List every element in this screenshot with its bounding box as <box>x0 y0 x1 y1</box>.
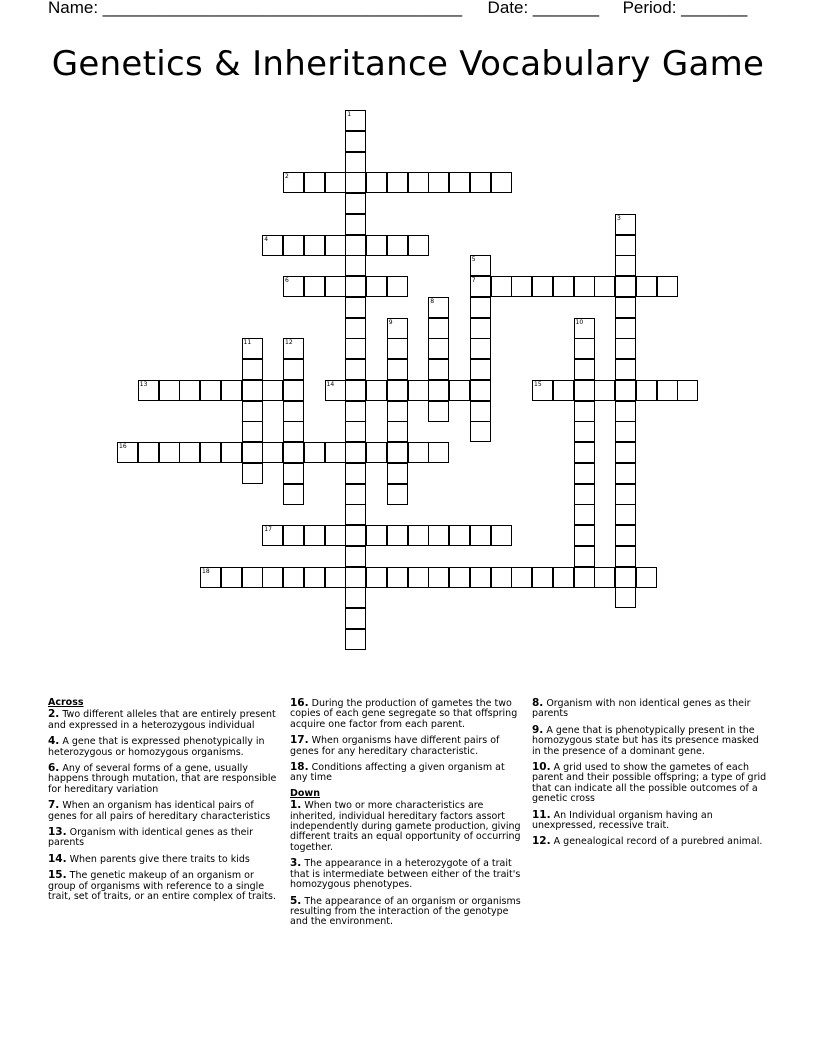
grid-cell[interactable] <box>242 421 263 442</box>
cell-number: 17 <box>264 526 272 533</box>
down-clue <box>532 725 768 757</box>
grid-cell[interactable] <box>449 525 470 546</box>
grid-cell[interactable] <box>345 421 366 442</box>
grid-cell[interactable] <box>594 567 615 588</box>
clue-number: 13. <box>48 826 67 839</box>
grid-cell[interactable] <box>574 359 595 380</box>
grid-cell[interactable] <box>387 442 408 463</box>
grid-cell[interactable] <box>304 525 325 546</box>
clue-number: 15. <box>48 869 67 882</box>
grid-cell[interactable] <box>657 276 678 297</box>
clue-text: Organism with non identical genes as their parents <box>532 698 751 720</box>
grid-cell[interactable] <box>366 235 387 256</box>
grid-cell[interactable] <box>428 401 449 422</box>
grid-cell[interactable] <box>159 380 180 401</box>
grid-cell[interactable] <box>470 421 491 442</box>
clue-number: 14. <box>48 852 67 865</box>
grid-cell[interactable] <box>470 380 491 401</box>
grid-cell[interactable] <box>200 442 221 463</box>
grid-cell[interactable] <box>615 463 636 484</box>
across-clue <box>48 736 280 758</box>
grid-cell[interactable] <box>615 587 636 608</box>
grid-cell[interactable] <box>325 567 346 588</box>
grid-cell[interactable] <box>574 442 595 463</box>
grid-cell[interactable] <box>408 380 429 401</box>
grid-cell[interactable] <box>615 504 636 525</box>
grid-cell[interactable] <box>449 380 470 401</box>
grid-cell[interactable] <box>574 318 595 339</box>
grid-cell[interactable] <box>615 567 636 588</box>
cell-number: 9 <box>388 318 393 326</box>
grid-cell[interactable] <box>325 525 346 546</box>
grid-cell[interactable] <box>345 152 366 173</box>
grid-cell[interactable] <box>615 255 636 276</box>
grid-cell[interactable] <box>345 484 366 505</box>
grid-cell[interactable] <box>387 567 408 588</box>
across-clue <box>290 735 522 757</box>
down-clue <box>290 858 522 890</box>
cell-number: 6 <box>285 277 289 284</box>
clue-text: When organisms have different pairs of genes for any hereditary characteristic. <box>290 735 500 757</box>
grid-cell[interactable] <box>428 318 449 339</box>
grid-cell[interactable] <box>345 110 366 131</box>
grid-cell[interactable] <box>345 235 366 256</box>
grid-cell[interactable] <box>283 484 304 505</box>
grid-cell[interactable] <box>345 380 366 401</box>
grid-cell[interactable] <box>325 442 346 463</box>
grid-cell[interactable] <box>117 442 138 463</box>
grid-cell[interactable] <box>366 172 387 193</box>
grid-cell[interactable] <box>594 276 615 297</box>
across-clue <box>48 800 280 822</box>
grid-cell[interactable] <box>366 442 387 463</box>
grid-cell[interactable] <box>470 276 491 297</box>
grid-cell[interactable] <box>242 442 263 463</box>
grid-cell[interactable] <box>138 380 159 401</box>
grid-cell[interactable] <box>449 172 470 193</box>
clue-column-2 <box>290 698 522 933</box>
cell-number: 12 <box>285 339 293 347</box>
clue-text: Any of several forms of a gene, usually happens through mutation, that are responsible for hereditary variation <box>48 763 277 795</box>
cell-number: 13 <box>139 380 148 388</box>
grid-cell[interactable] <box>138 442 159 463</box>
grid-cell[interactable] <box>615 484 636 505</box>
across-clue <box>48 827 280 849</box>
grid-cell[interactable] <box>345 401 366 422</box>
grid-cell[interactable] <box>304 276 325 297</box>
grid-cell[interactable] <box>615 401 636 422</box>
clue-number: 6. <box>48 762 60 775</box>
grid-cell[interactable] <box>574 525 595 546</box>
grid-cell[interactable] <box>242 401 263 422</box>
grid-cell[interactable] <box>574 380 595 401</box>
grid-cell[interactable] <box>345 629 366 650</box>
clue-number: 8. <box>532 697 544 709</box>
grid-cell[interactable] <box>283 442 304 463</box>
grid-cell[interactable] <box>179 442 200 463</box>
cell-number: 4 <box>264 235 269 243</box>
cell-number: 14 <box>326 380 335 388</box>
cell-number: 1 <box>347 111 352 118</box>
cell-number: 18 <box>202 567 210 575</box>
grid-cell[interactable] <box>574 546 595 567</box>
down-clue <box>290 800 522 853</box>
grid-cell[interactable] <box>179 380 200 401</box>
grid-cell[interactable] <box>428 442 449 463</box>
grid-cell[interactable] <box>221 442 242 463</box>
grid-cell[interactable] <box>242 338 263 359</box>
grid-cell[interactable] <box>283 235 304 256</box>
grid-cell[interactable] <box>470 525 491 546</box>
grid-cell[interactable] <box>615 359 636 380</box>
clue-text: The appearance in a heterozygote of a trait that is intermediate between either of the trait's homozygous phenotypes. <box>290 858 521 891</box>
grid-cell[interactable] <box>408 442 429 463</box>
grid-cell[interactable] <box>615 421 636 442</box>
clue-text: When parents give there traits to kids <box>69 853 250 865</box>
across-clue <box>290 698 522 730</box>
grid-cell[interactable] <box>615 318 636 339</box>
grid-cell[interactable] <box>428 525 449 546</box>
grid-cell[interactable] <box>387 401 408 422</box>
grid-cell[interactable] <box>283 172 304 193</box>
grid-cell[interactable] <box>200 567 221 588</box>
grid-cell[interactable] <box>491 525 512 546</box>
grid-cell[interactable] <box>304 567 325 588</box>
grid-cell[interactable] <box>574 401 595 422</box>
grid-cell[interactable] <box>387 235 408 256</box>
grid-cell[interactable] <box>345 567 366 588</box>
grid-cell[interactable] <box>283 463 304 484</box>
grid-cell[interactable] <box>594 380 615 401</box>
grid-cell[interactable] <box>345 131 366 152</box>
grid-cell[interactable] <box>574 484 595 505</box>
clue-text: A genealogical record of a purebred animal. <box>553 836 763 848</box>
grid-cell[interactable] <box>345 442 366 463</box>
clue-text: Organism with identical genes as their parents <box>48 827 254 849</box>
grid-cell[interactable] <box>242 463 263 484</box>
clue-number: 1. <box>290 799 302 812</box>
grid-cell[interactable] <box>262 567 283 588</box>
down-heading: Down <box>290 787 320 799</box>
grid-cell[interactable] <box>262 380 283 401</box>
grid-cell[interactable] <box>366 567 387 588</box>
grid-cell[interactable] <box>470 359 491 380</box>
grid-cell[interactable] <box>345 525 366 546</box>
grid-cell[interactable] <box>449 567 470 588</box>
clue-column-1 <box>48 698 280 908</box>
cell-number: 2 <box>285 173 289 181</box>
grid-cell[interactable] <box>283 338 304 359</box>
grid-cell[interactable] <box>262 442 283 463</box>
grid-cell[interactable] <box>657 380 678 401</box>
grid-cell[interactable] <box>345 193 366 214</box>
grid-cell[interactable] <box>615 276 636 297</box>
grid-cell[interactable] <box>304 235 325 256</box>
clue-text: The genetic makeup of an organism or group of organisms with reference to a single trait, set of traits, or an entire complex of traits. <box>48 870 277 903</box>
grid-cell[interactable] <box>408 567 429 588</box>
grid-cell[interactable] <box>428 172 449 193</box>
clue-text: When two or more characteristics are inherited, individual hereditary factors assort independently during gamete production, giving different traits an equal opportunity of occurring together. <box>290 800 521 853</box>
grid-cell[interactable] <box>283 401 304 422</box>
clue-number: 7. <box>48 799 60 812</box>
grid-cell[interactable] <box>345 587 366 608</box>
cell-number: 7 <box>471 277 476 284</box>
grid-cell[interactable] <box>636 380 657 401</box>
grid-cell[interactable] <box>283 380 304 401</box>
grid-cell[interactable] <box>428 380 449 401</box>
grid-cell[interactable] <box>387 172 408 193</box>
grid-cell[interactable] <box>283 525 304 546</box>
grid-cell[interactable] <box>387 421 408 442</box>
grid-cell[interactable] <box>345 318 366 339</box>
clue-number: 4. <box>48 735 60 748</box>
grid-cell[interactable] <box>325 276 346 297</box>
grid-cell[interactable] <box>677 380 698 401</box>
grid-cell[interactable] <box>532 567 553 588</box>
grid-cell[interactable] <box>159 442 180 463</box>
grid-cell[interactable] <box>574 338 595 359</box>
clue-number: 2. <box>48 708 60 721</box>
grid-cell[interactable] <box>511 276 532 297</box>
grid-cell[interactable] <box>615 380 636 401</box>
clue-text: The appearance of an organism or organisms resulting from the interaction of the genotype and the environment. <box>290 895 521 928</box>
grid-cell[interactable] <box>387 318 408 339</box>
grid-cell[interactable] <box>221 380 242 401</box>
grid-cell[interactable] <box>304 172 325 193</box>
grid-cell[interactable] <box>345 214 366 235</box>
clue-text: When an organism has identical pairs of genes for all pairs of hereditary characteristics <box>48 800 271 822</box>
grid-cell[interactable] <box>283 359 304 380</box>
page-title: Genetics & Inheritance Vocabulary Game <box>51 44 765 84</box>
grid-cell[interactable] <box>242 567 263 588</box>
grid-cell[interactable] <box>574 276 595 297</box>
clue-text: Conditions affecting a given organism at any time <box>290 762 505 784</box>
grid-cell[interactable] <box>345 276 366 297</box>
grid-cell[interactable] <box>387 380 408 401</box>
grid-cell[interactable] <box>366 276 387 297</box>
grid-cell[interactable] <box>615 235 636 256</box>
grid-cell[interactable] <box>345 546 366 567</box>
cell-number: 16 <box>119 443 127 450</box>
cell-number: 3 <box>617 214 621 222</box>
cell-number: 8 <box>430 297 435 305</box>
grid-cell[interactable] <box>615 214 636 235</box>
grid-cell[interactable] <box>470 255 491 276</box>
clue-number: 5. <box>290 894 302 907</box>
down-clue <box>532 762 768 805</box>
grid-cell[interactable] <box>470 338 491 359</box>
clue-text: A grid used to show the gametes of each parent and their possible offspring; a type of grid that can indicate all the possible outcomes of a genetic cross <box>532 762 767 805</box>
clue-text: A gene that is expressed phenotypically in heterozygous or homozygous organisms. <box>48 736 265 758</box>
grid-cell[interactable] <box>283 276 304 297</box>
grid-cell[interactable] <box>491 276 512 297</box>
grid-cell[interactable] <box>200 380 221 401</box>
grid-cell[interactable] <box>532 276 553 297</box>
grid-cell[interactable] <box>345 463 366 484</box>
grid-cell[interactable] <box>221 567 242 588</box>
grid-cell[interactable] <box>387 359 408 380</box>
grid-cell[interactable] <box>574 463 595 484</box>
grid-cell[interactable] <box>615 297 636 318</box>
clue-text: A gene that is phenotypically present in the homozygous state but has its presence masked in the presence of a dominant gene. <box>532 724 759 757</box>
grid-cell[interactable] <box>325 235 346 256</box>
grid-cell[interactable] <box>345 608 366 629</box>
down-clue <box>532 698 768 720</box>
across-heading: Across <box>48 697 84 708</box>
grid-cell[interactable] <box>615 546 636 567</box>
grid-cell[interactable] <box>511 567 532 588</box>
grid-cell[interactable] <box>408 235 429 256</box>
grid-cell[interactable] <box>283 421 304 442</box>
grid-cell[interactable] <box>532 380 553 401</box>
across-clue <box>48 763 280 795</box>
across-clue <box>48 870 280 902</box>
cell-number: 10 <box>575 318 584 326</box>
grid-cell[interactable] <box>428 338 449 359</box>
grid-cell[interactable] <box>345 338 366 359</box>
grid-cell[interactable] <box>242 380 263 401</box>
grid-cell[interactable] <box>387 338 408 359</box>
grid-cell[interactable] <box>615 338 636 359</box>
grid-cell[interactable] <box>262 525 283 546</box>
down-clue <box>532 836 768 847</box>
grid-cell[interactable] <box>615 442 636 463</box>
grid-cell[interactable] <box>428 567 449 588</box>
grid-cell[interactable] <box>304 442 325 463</box>
grid-cell[interactable] <box>345 255 366 276</box>
down-clue <box>532 810 768 832</box>
grid-cell[interactable] <box>553 380 574 401</box>
clue-number: 12. <box>532 835 551 848</box>
clue-text: An Individual organism having an unexpressed, recessive trait. <box>532 809 713 832</box>
grid-cell[interactable] <box>574 567 595 588</box>
grid-cell[interactable] <box>366 525 387 546</box>
across-clue <box>48 854 280 865</box>
grid-cell[interactable] <box>408 172 429 193</box>
grid-cell[interactable] <box>553 567 574 588</box>
across-clue <box>48 709 280 731</box>
grid-cell[interactable] <box>345 359 366 380</box>
grid-cell[interactable] <box>262 235 283 256</box>
grid-cell[interactable] <box>387 484 408 505</box>
grid-cell[interactable] <box>387 276 408 297</box>
clue-number: 16. <box>290 697 309 709</box>
grid-cell[interactable] <box>615 525 636 546</box>
grid-cell[interactable] <box>428 297 449 318</box>
date-field[interactable]: Date: _______ <box>487 0 600 17</box>
grid-cell[interactable] <box>574 504 595 525</box>
grid-cell[interactable] <box>491 172 512 193</box>
grid-cell[interactable] <box>387 525 408 546</box>
grid-cell[interactable] <box>408 525 429 546</box>
grid-cell[interactable] <box>325 380 346 401</box>
grid-cell[interactable] <box>470 318 491 339</box>
grid-cell[interactable] <box>470 567 491 588</box>
grid-cell[interactable] <box>574 421 595 442</box>
cell-number: 5 <box>471 256 476 264</box>
grid-cell[interactable] <box>428 359 449 380</box>
grid-cell[interactable] <box>636 567 657 588</box>
clue-number: 9. <box>532 723 544 736</box>
grid-cell[interactable] <box>345 172 366 193</box>
grid-cell[interactable] <box>470 172 491 193</box>
grid-cell[interactable] <box>366 380 387 401</box>
grid-cell[interactable] <box>242 359 263 380</box>
clue-column-3 <box>532 698 768 853</box>
clue-text: During the production of gametes the two copies of each gene segregate so that offspring acquire one factor from each parent. <box>290 698 518 730</box>
across-clue <box>290 762 522 784</box>
clue-text: Two different alleles that are entirely present and expressed in a heterozygous individual <box>48 709 276 731</box>
cell-number: 11 <box>243 339 252 347</box>
period-field[interactable]: Period: _______ <box>622 0 748 17</box>
clue-number: 17. <box>290 734 309 747</box>
clue-number: 3. <box>290 857 302 870</box>
grid-cell[interactable] <box>345 504 366 525</box>
grid-cell[interactable] <box>345 297 366 318</box>
grid-cell[interactable] <box>325 172 346 193</box>
grid-cell[interactable] <box>491 567 512 588</box>
grid-cell[interactable] <box>470 297 491 318</box>
grid-cell[interactable] <box>283 567 304 588</box>
clue-number: 11. <box>532 808 551 821</box>
grid-cell[interactable] <box>470 401 491 422</box>
name-field[interactable]: Name: ______________________________________ <box>48 0 463 17</box>
grid-cell[interactable] <box>636 276 657 297</box>
clue-number: 18. <box>290 761 309 774</box>
grid-cell[interactable] <box>553 276 574 297</box>
grid-cell[interactable] <box>387 463 408 484</box>
down-clue <box>290 896 522 928</box>
clue-number: 10. <box>532 761 551 774</box>
cell-number: 15 <box>534 380 542 388</box>
